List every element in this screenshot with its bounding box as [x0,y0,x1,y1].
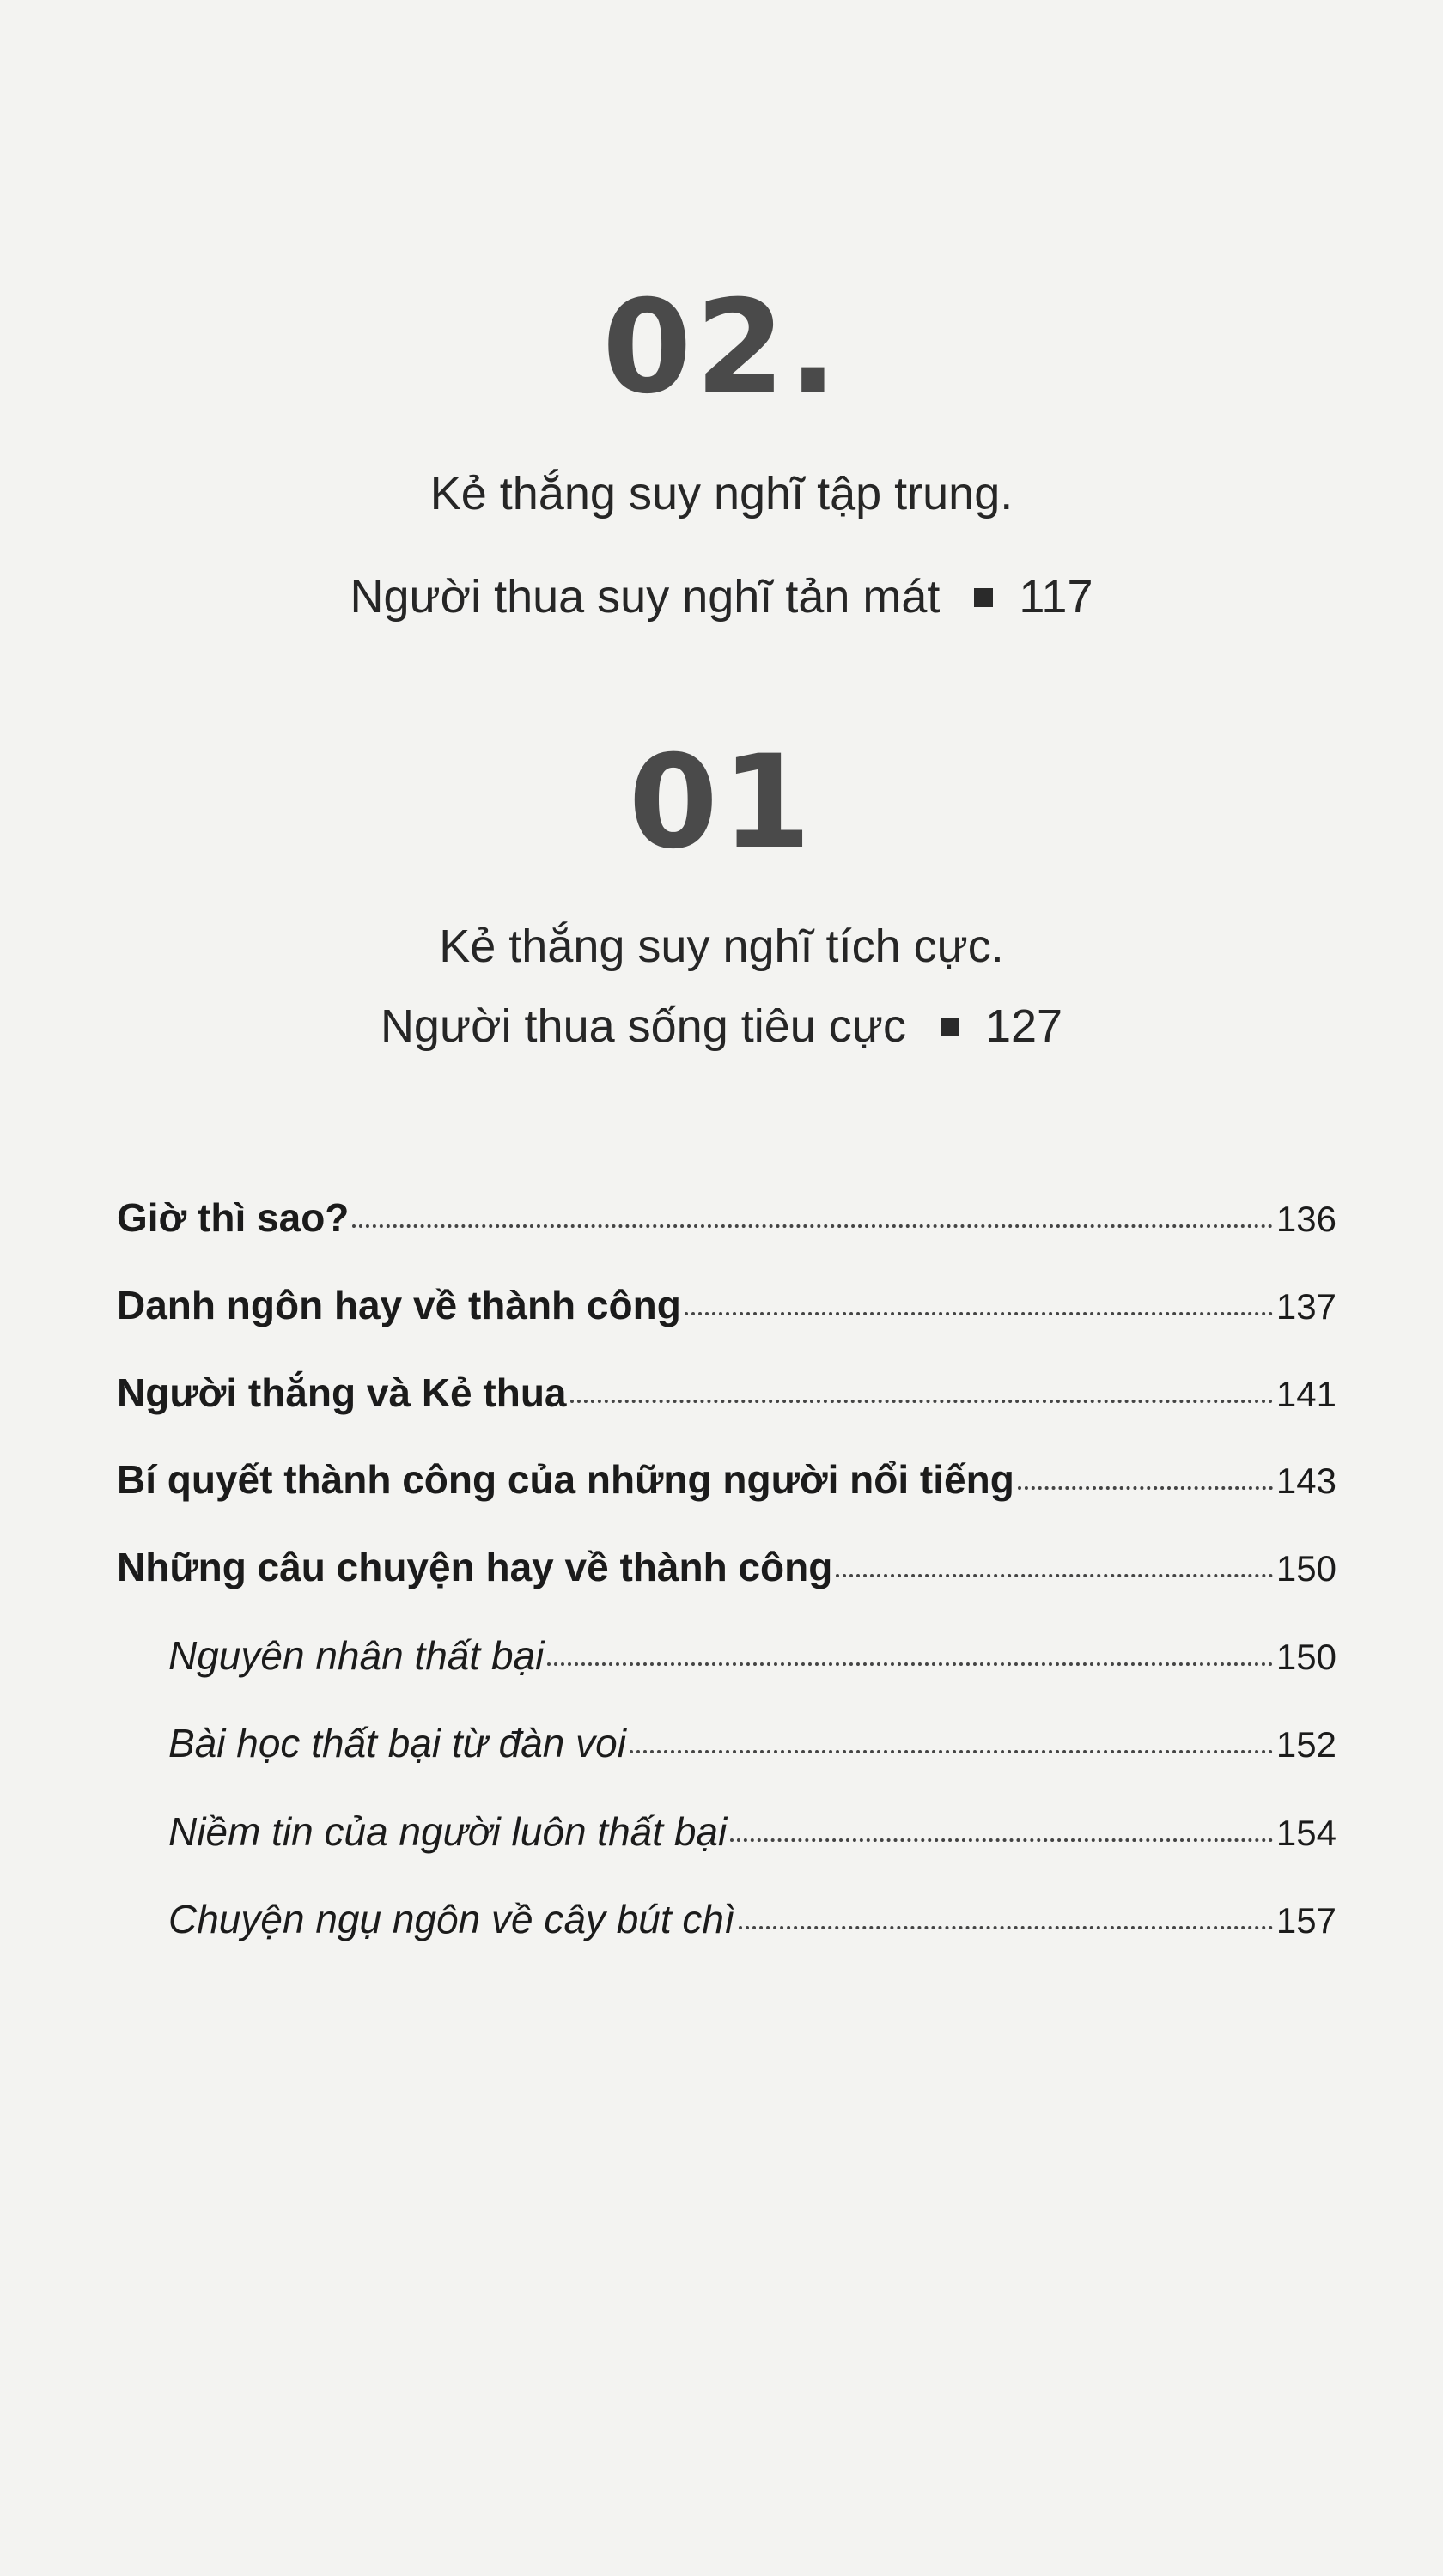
toc-entry-page: 154 [1276,1813,1336,1853]
toc-entry-title: Chuyện ngụ ngôn về cây bút chì [168,1897,735,1941]
chapter-01-line1 [0,920,1443,972]
dot-leader [730,1838,1273,1842]
toc-entry[interactable] [117,1370,1336,1415]
toc-subentry[interactable] [168,1899,1336,1939]
toc-subentry[interactable] [168,1809,1336,1854]
toc-entry-page: 141 [1276,1374,1336,1414]
chapter-number: 02. [602,273,841,422]
dot-leader [630,1750,1273,1753]
dot-leader [1018,1486,1273,1490]
chapter-02 [0,273,1443,422]
chapter-page-number: 127 [984,1000,1063,1052]
toc-entry-title: Giờ thì sao? [117,1195,350,1240]
toc-entry-page: 150 [1276,1637,1336,1677]
chapter-02-line1 [0,468,1443,519]
toc-entry-title: Niềm tin của người luôn thất bại [168,1809,728,1854]
toc-entry-page: 152 [1276,1724,1336,1765]
toc-entry-title: Nguyên nhân thất bại [168,1633,545,1678]
chapter-02-line2 [0,571,1443,623]
toc-entry-page: 137 [1276,1286,1336,1327]
toc-subentry[interactable] [168,1723,1336,1763]
toc-entry-page: 157 [1276,1900,1336,1941]
chapter-title-line: Kẻ thắng suy nghĩ tập trung. [429,468,1014,519]
toc-entry-page: 136 [1276,1199,1336,1239]
chapter-01 [0,728,1443,878]
dot-leader [685,1312,1273,1315]
toc-entry-title: Bí quyết thành công của những người nổi tiếng [117,1457,1014,1502]
toc-entry-title: Bài học thất bại từ đàn voi [168,1721,626,1765]
toc-entry[interactable] [117,1547,1336,1587]
square-bullet-icon [974,588,993,607]
toc-entry-title: Những câu chuyện hay về thành công [117,1545,833,1589]
dot-leader [547,1662,1273,1666]
toc-subentry[interactable] [168,1633,1336,1678]
toc-entry-title: Danh ngôn hay về thành công [117,1283,681,1327]
toc-entry[interactable] [117,1457,1336,1502]
toc-entry-page: 150 [1276,1548,1336,1589]
square-bullet-icon [941,1018,959,1036]
chapter-01-line2 [0,1000,1443,1052]
chapter-title-line: Kẻ thắng suy nghĩ tích cực. [439,920,1004,972]
dot-leader [352,1224,1273,1228]
chapter-title-line: Người thua sống tiêu cực [380,1000,906,1052]
dot-leader [570,1400,1273,1403]
chapter-number: 01 [628,728,815,878]
dot-leader [739,1926,1273,1929]
toc-entry[interactable] [117,1285,1336,1325]
chapter-page-number: 117 [1019,571,1093,623]
toc-entry-page: 143 [1276,1461,1336,1501]
chapter-title-line: Người thua suy nghĩ tản mát [350,571,941,623]
dot-leader [836,1574,1273,1577]
toc-entry[interactable] [117,1195,1336,1240]
toc-entry-title: Người thắng và Kẻ thua [117,1370,567,1415]
